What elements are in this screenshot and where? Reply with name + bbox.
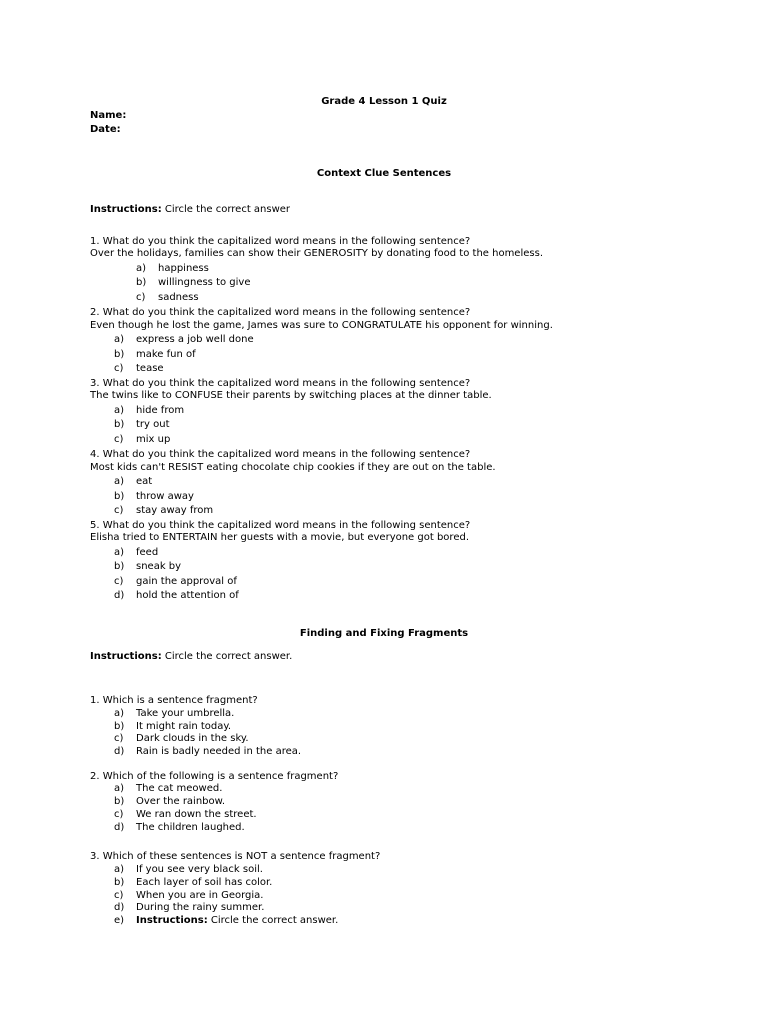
option-key: a) [114,864,125,875]
question-prompt: 4. What do you think the capitalized word means in the following sentence? [90,449,471,460]
instructions-label: Instructions: [90,204,162,215]
option-key: c) [114,576,124,587]
option-text: throw away [136,491,194,502]
option-text: sadness [158,292,199,303]
option-key: c) [114,363,124,374]
option-text: make fun of [136,349,196,360]
option-instructions-text: Circle the correct answer. [207,915,339,926]
option-key: e) [114,915,125,926]
question-sentence: Even though he lost the game, James was sure to CONGRATULATE his opponent for winning. [90,320,553,331]
option-text: During the rainy summer. [136,902,265,913]
instructions-line [90,204,290,216]
instructions-text: Circle the correct answer [161,204,291,215]
option-text: The children laughed. [136,822,245,833]
section-heading-context-clues: Context Clue Sentences [316,168,452,179]
option-text: It might rain today. [136,721,232,732]
option-key: b) [136,277,147,288]
option-text: Dark clouds in the sky. [136,733,249,744]
option-text: Rain is badly needed in the area. [136,746,302,757]
option-key: a) [114,708,125,719]
instructions-label: Instructions: [90,651,162,662]
option-key: d) [114,822,125,833]
option-text: Take your umbrella. [136,708,235,719]
quiz-title: Grade 4 Lesson 1 Quiz [321,96,447,107]
question-sentence: Elisha tried to ENTERTAIN her guests with a movie, but everyone got bored. [90,532,469,543]
date-label: Date: [90,124,121,135]
question-sentence: Most kids can't RESIST eating chocolate chip cookies if they are out on the table. [90,462,496,473]
option-key: b) [114,796,125,807]
question-prompt: 3. Which of these sentences is NOT a sentence fragment? [90,851,381,862]
question-prompt: 1. What do you think the capitalized word means in the following sentence? [90,236,471,247]
option-key: c) [114,733,124,744]
option-text: When you are in Georgia. [136,890,264,901]
instructions-line [90,651,292,663]
option-key: c) [114,809,124,820]
option-text: mix up [136,434,171,445]
option-key: c) [114,505,124,516]
question-prompt: 5. What do you think the capitalized word means in the following sentence? [90,520,471,531]
option-key: b) [114,419,125,430]
option-text: The cat meowed. [136,783,223,794]
option-text [136,915,338,927]
option-text: If you see very black soil. [136,864,263,875]
option-text: try out [136,419,170,430]
option-key: c) [114,434,124,445]
option-text: express a job well done [136,334,254,345]
option-text: sneak by [136,561,182,572]
option-text: willingness to give [158,277,251,288]
option-text: stay away from [136,505,214,516]
question-prompt: 3. What do you think the capitalized word means in the following sentence? [90,378,471,389]
option-key: c) [114,890,124,901]
option-key: a) [136,263,147,274]
option-key: c) [136,292,146,303]
option-key: a) [114,783,125,794]
option-text: hide from [136,405,185,416]
option-key: a) [114,476,125,487]
question-prompt: 1. Which is a sentence fragment? [90,695,258,706]
question-sentence: The twins like to CONFUSE their parents by switching places at the dinner table. [90,390,492,401]
option-text: hold the attention of [136,590,239,601]
option-key: b) [114,561,125,572]
option-text: feed [136,547,159,558]
option-text: happiness [158,263,209,274]
option-key: b) [114,349,125,360]
option-key: d) [114,746,125,757]
option-key: a) [114,405,125,416]
question-sentence: Over the holidays, families can show their GENEROSITY by donating food to the homeless. [90,248,543,259]
option-key: b) [114,877,125,888]
option-key: b) [114,721,125,732]
instructions-text: Circle the correct answer. [161,651,293,662]
option-text: tease [136,363,164,374]
option-key: b) [114,491,125,502]
section-heading-fragments: Finding and Fixing Fragments [299,628,469,639]
option-key: a) [114,334,125,345]
option-text: eat [136,476,153,487]
option-key: d) [114,590,125,601]
name-label: Name: [90,110,127,121]
option-instructions-label: Instructions: [136,915,208,926]
question-prompt: 2. Which of the following is a sentence fragment? [90,771,339,782]
question-prompt: 2. What do you think the capitalized word means in the following sentence? [90,307,471,318]
option-text: gain the approval of [136,576,237,587]
option-text: Over the rainbow. [136,796,226,807]
option-key: d) [114,902,125,913]
option-text: We ran down the street. [136,809,257,820]
option-text: Each layer of soil has color. [136,877,273,888]
option-key: a) [114,547,125,558]
